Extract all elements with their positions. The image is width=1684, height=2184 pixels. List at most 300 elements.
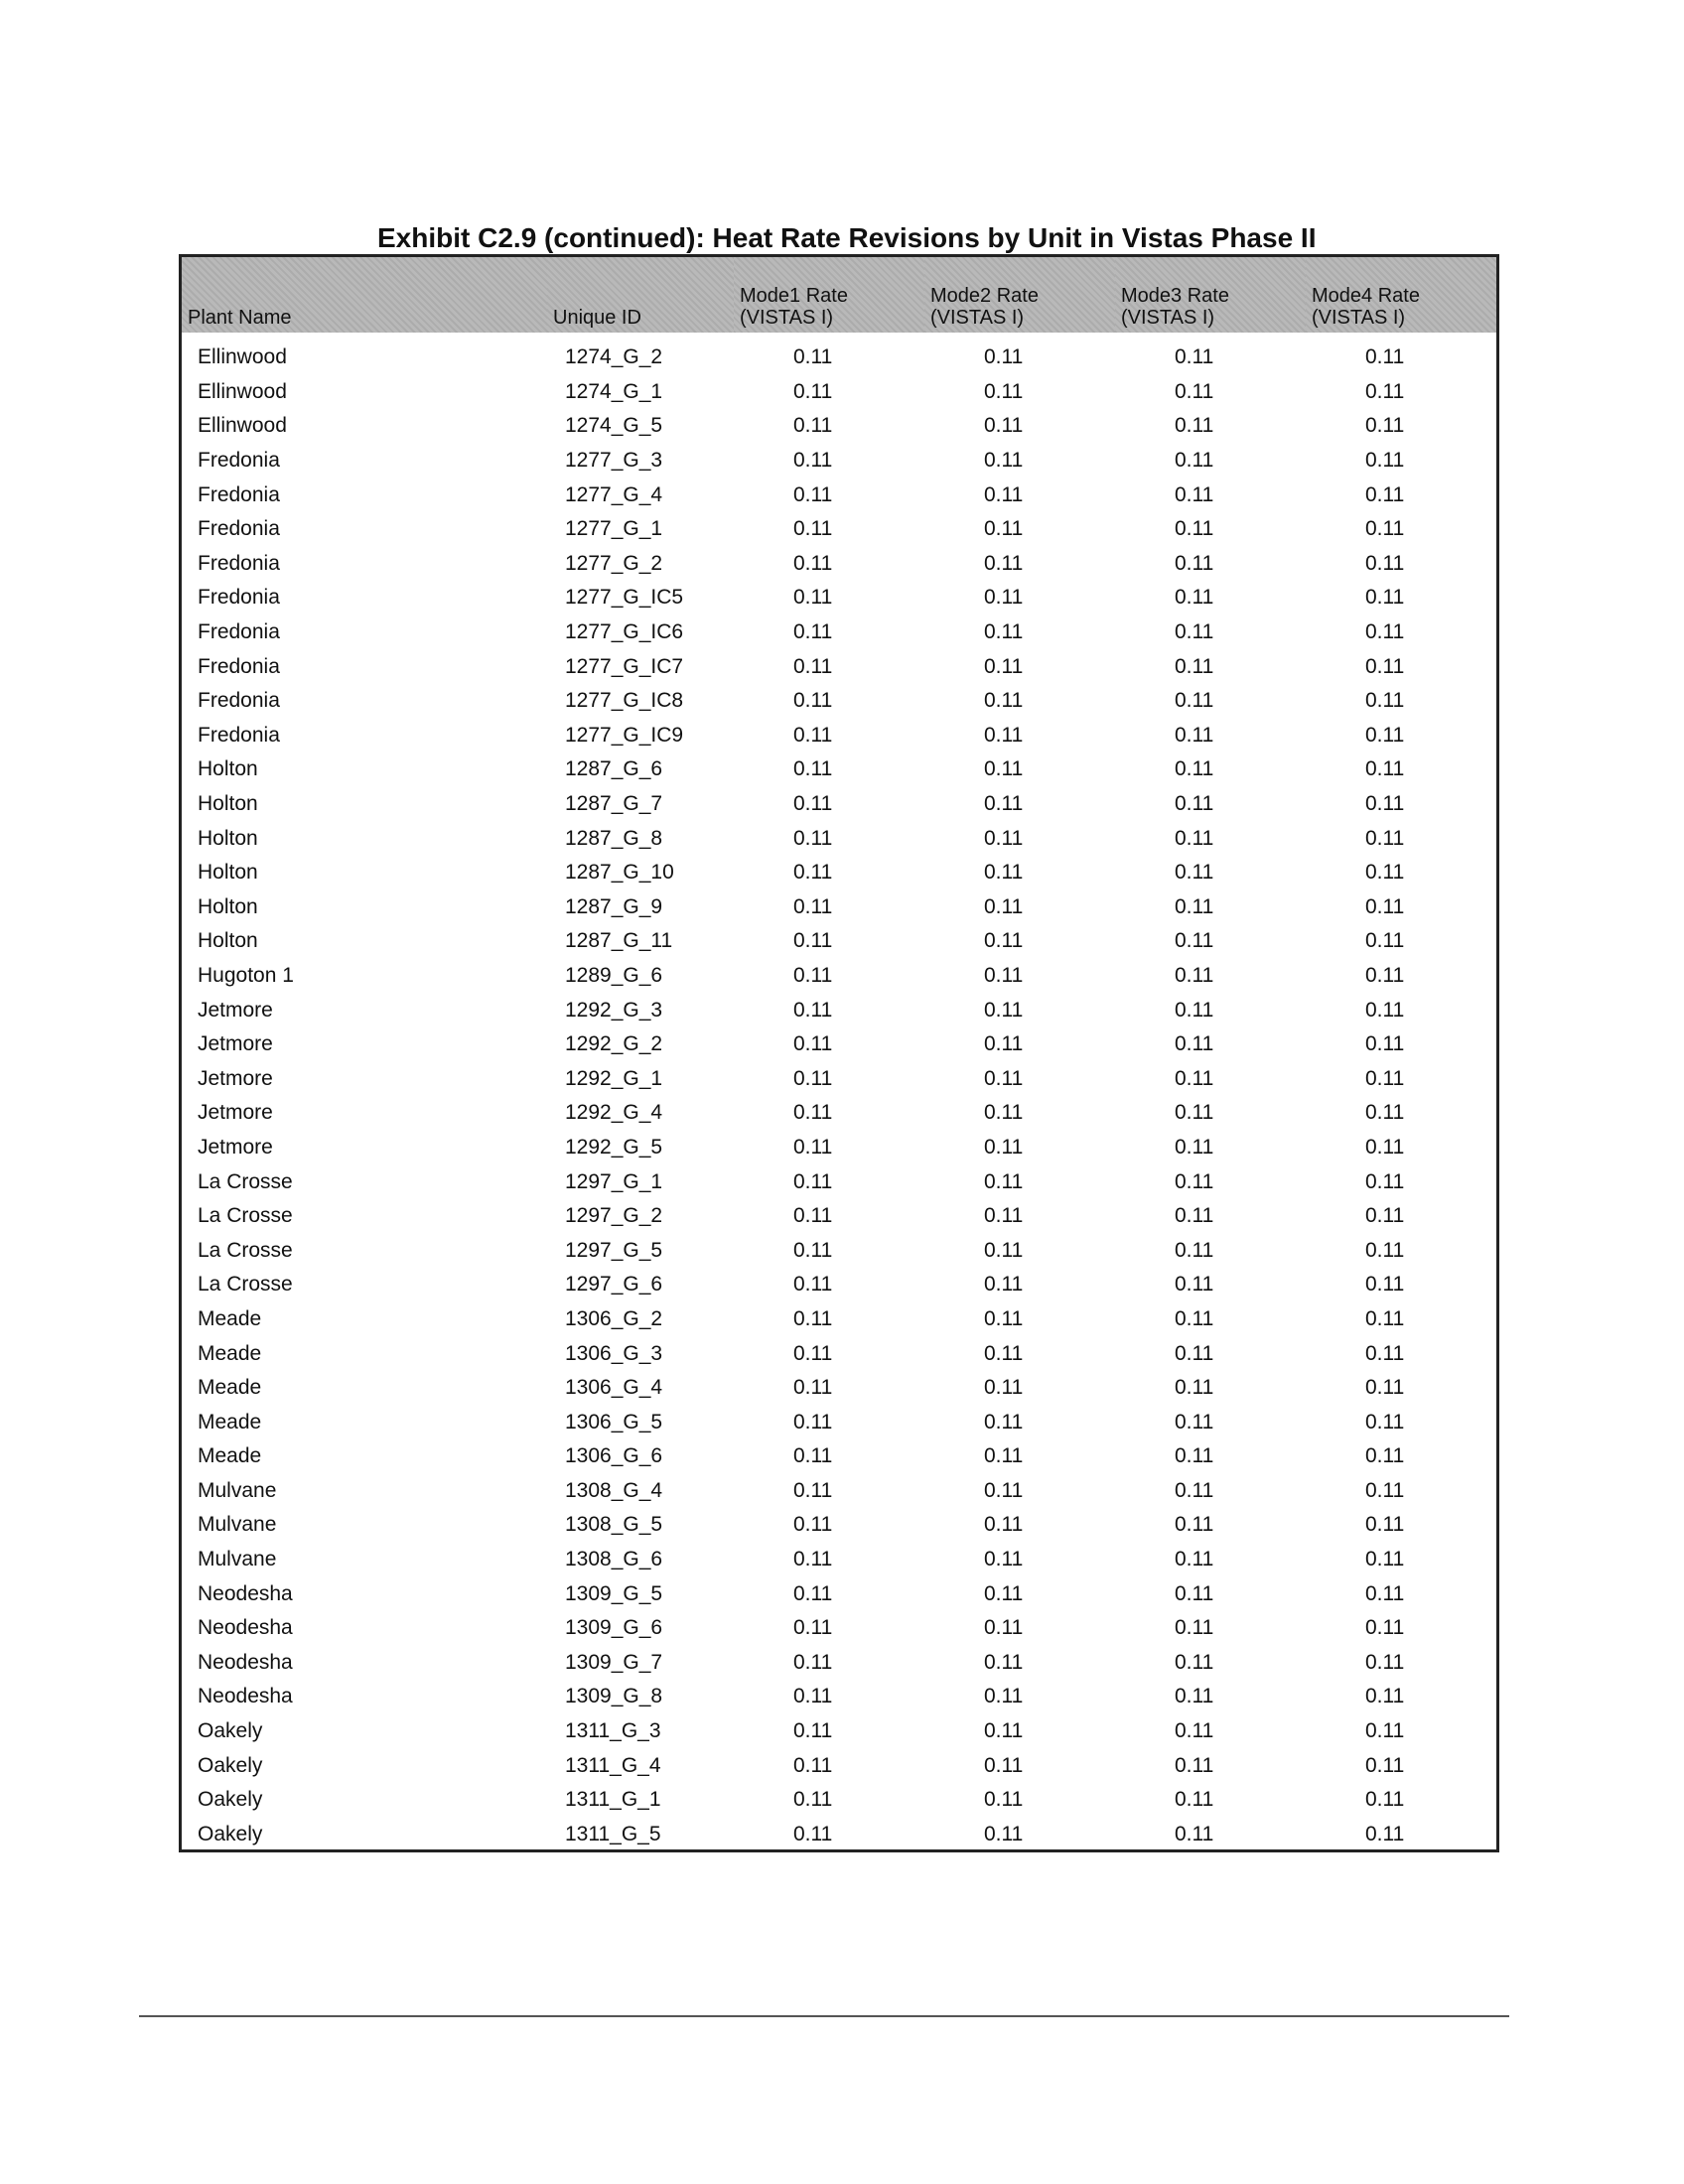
- cell-mode1-rate: 0.11: [793, 1513, 833, 1537]
- table-row: [182, 821, 1496, 856]
- cell-plant-name: Oakely: [198, 1788, 263, 1812]
- cell-plant-name: Holton: [198, 826, 258, 850]
- cell-mode4-rate: 0.11: [1365, 449, 1405, 473]
- cell-unique-id: 1292_G_2: [565, 1032, 663, 1056]
- cell-unique-id: 1308_G_4: [565, 1478, 663, 1502]
- cell-mode1-rate: 0.11: [793, 1032, 833, 1056]
- cell-mode4-rate: 0.11: [1365, 1135, 1405, 1159]
- cell-mode3-rate: 0.11: [1175, 1032, 1214, 1056]
- cell-unique-id: 1306_G_2: [565, 1306, 663, 1330]
- cell-mode1-rate: 0.11: [793, 1273, 833, 1297]
- cell-mode2-rate: 0.11: [984, 689, 1024, 713]
- cell-mode4-rate: 0.11: [1365, 689, 1405, 713]
- cell-mode1-rate: 0.11: [793, 1719, 833, 1743]
- cell-mode2-rate: 0.11: [984, 1581, 1024, 1605]
- table-row: [182, 1714, 1496, 1749]
- cell-plant-name: Fredonia: [198, 689, 280, 713]
- cell-mode2-rate: 0.11: [984, 1341, 1024, 1365]
- cell-plant-name: Jetmore: [198, 1066, 273, 1090]
- cell-unique-id: 1311_G_4: [565, 1753, 661, 1777]
- cell-mode3-rate: 0.11: [1175, 586, 1214, 610]
- cell-mode1-rate: 0.11: [793, 1376, 833, 1400]
- cell-mode1-rate: 0.11: [793, 1066, 833, 1090]
- cell-plant-name: La Crosse: [198, 1273, 293, 1297]
- cell-mode2-rate: 0.11: [984, 654, 1024, 678]
- cell-unique-id: 1287_G_7: [565, 792, 663, 816]
- cell-mode1-rate: 0.11: [793, 1101, 833, 1125]
- cell-plant-name: Holton: [198, 861, 258, 885]
- cell-mode3-rate: 0.11: [1175, 414, 1214, 438]
- table-row: [182, 333, 1496, 375]
- cell-mode2-rate: 0.11: [984, 1788, 1024, 1812]
- table-row: [182, 1680, 1496, 1714]
- header-mode2-rate: Mode2 Rate (VISTAS I): [924, 257, 1115, 333]
- cell-mode4-rate: 0.11: [1365, 1822, 1405, 1845]
- table-row: [182, 1474, 1496, 1509]
- cell-unique-id: 1306_G_6: [565, 1444, 663, 1468]
- cell-unique-id: 1277_G_IC6: [565, 620, 684, 644]
- cell-plant-name: Neodesha: [198, 1616, 293, 1640]
- cell-unique-id: 1308_G_5: [565, 1513, 663, 1537]
- cell-unique-id: 1292_G_3: [565, 998, 663, 1022]
- cell-mode4-rate: 0.11: [1365, 1616, 1405, 1640]
- cell-mode1-rate: 0.11: [793, 1650, 833, 1674]
- cell-mode4-rate: 0.11: [1365, 551, 1405, 575]
- cell-mode2-rate: 0.11: [984, 1066, 1024, 1090]
- table-row: [182, 1371, 1496, 1406]
- cell-mode3-rate: 0.11: [1175, 482, 1214, 506]
- cell-mode4-rate: 0.11: [1365, 620, 1405, 644]
- cell-mode3-rate: 0.11: [1175, 963, 1214, 987]
- cell-mode4-rate: 0.11: [1365, 414, 1405, 438]
- cell-mode3-rate: 0.11: [1175, 1204, 1214, 1228]
- cell-mode1-rate: 0.11: [793, 689, 833, 713]
- cell-unique-id: 1297_G_2: [565, 1204, 663, 1228]
- cell-unique-id: 1297_G_5: [565, 1238, 663, 1262]
- heat-rate-table: [182, 257, 1496, 1851]
- cell-mode4-rate: 0.11: [1365, 757, 1405, 781]
- cell-mode4-rate: 0.11: [1365, 1581, 1405, 1605]
- cell-unique-id: 1297_G_1: [565, 1169, 663, 1193]
- table-row: [182, 478, 1496, 512]
- cell-unique-id: 1292_G_4: [565, 1101, 663, 1125]
- cell-mode2-rate: 0.11: [984, 1513, 1024, 1537]
- cell-plant-name: Jetmore: [198, 1101, 273, 1125]
- cell-mode1-rate: 0.11: [793, 1341, 833, 1365]
- cell-mode3-rate: 0.11: [1175, 1410, 1214, 1433]
- table-row: [182, 375, 1496, 410]
- cell-plant-name: Fredonia: [198, 654, 280, 678]
- cell-mode4-rate: 0.11: [1365, 1513, 1405, 1537]
- cell-plant-name: Meade: [198, 1306, 262, 1330]
- cell-mode2-rate: 0.11: [984, 1101, 1024, 1125]
- cell-mode2-rate: 0.11: [984, 482, 1024, 506]
- cell-mode4-rate: 0.11: [1365, 654, 1405, 678]
- cell-mode4-rate: 0.11: [1365, 1273, 1405, 1297]
- table-row: [182, 409, 1496, 444]
- cell-mode4-rate: 0.11: [1365, 929, 1405, 953]
- cell-mode3-rate: 0.11: [1175, 757, 1214, 781]
- cell-mode4-rate: 0.11: [1365, 1788, 1405, 1812]
- cell-plant-name: Meade: [198, 1410, 262, 1433]
- cell-mode3-rate: 0.11: [1175, 826, 1214, 850]
- table-row: [182, 547, 1496, 582]
- cell-mode1-rate: 0.11: [793, 551, 833, 575]
- cell-mode2-rate: 0.11: [984, 1719, 1024, 1743]
- cell-plant-name: Fredonia: [198, 517, 280, 541]
- cell-mode3-rate: 0.11: [1175, 929, 1214, 953]
- cell-unique-id: 1274_G_5: [565, 414, 663, 438]
- cell-mode1-rate: 0.11: [793, 894, 833, 918]
- cell-unique-id: 1292_G_5: [565, 1135, 663, 1159]
- table-row: [182, 1027, 1496, 1062]
- cell-plant-name: Meade: [198, 1376, 262, 1400]
- cell-mode2-rate: 0.11: [984, 861, 1024, 885]
- cell-mode2-rate: 0.11: [984, 620, 1024, 644]
- cell-plant-name: Jetmore: [198, 1135, 273, 1159]
- cell-mode2-rate: 0.11: [984, 551, 1024, 575]
- cell-unique-id: 1309_G_7: [565, 1650, 663, 1674]
- table-row: [182, 649, 1496, 684]
- table-row: [182, 1061, 1496, 1096]
- cell-unique-id: 1274_G_2: [565, 345, 663, 369]
- cell-unique-id: 1306_G_4: [565, 1376, 663, 1400]
- cell-mode2-rate: 0.11: [984, 1444, 1024, 1468]
- cell-unique-id: 1277_G_IC9: [565, 723, 684, 747]
- cell-mode2-rate: 0.11: [984, 723, 1024, 747]
- cell-mode2-rate: 0.11: [984, 826, 1024, 850]
- cell-mode3-rate: 0.11: [1175, 345, 1214, 369]
- cell-unique-id: 1277_G_4: [565, 482, 663, 506]
- cell-mode4-rate: 0.11: [1365, 1169, 1405, 1193]
- cell-mode2-rate: 0.11: [984, 757, 1024, 781]
- cell-mode4-rate: 0.11: [1365, 1101, 1405, 1125]
- cell-mode3-rate: 0.11: [1175, 1101, 1214, 1125]
- table-row: [182, 1164, 1496, 1199]
- cell-plant-name: Jetmore: [198, 998, 273, 1022]
- cell-mode3-rate: 0.11: [1175, 654, 1214, 678]
- exhibit-title: Exhibit C2.9 (continued): Heat Rate Revisions by Unit in Vistas Phase II: [377, 222, 1317, 253]
- cell-mode3-rate: 0.11: [1175, 1616, 1214, 1640]
- cell-mode2-rate: 0.11: [984, 414, 1024, 438]
- cell-mode1-rate: 0.11: [793, 723, 833, 747]
- cell-mode4-rate: 0.11: [1365, 1032, 1405, 1056]
- cell-mode4-rate: 0.11: [1365, 894, 1405, 918]
- cell-mode4-rate: 0.11: [1365, 1719, 1405, 1743]
- cell-unique-id: 1277_G_1: [565, 517, 663, 541]
- table-row: [182, 1748, 1496, 1783]
- cell-mode2-rate: 0.11: [984, 963, 1024, 987]
- table-row: [182, 787, 1496, 822]
- cell-mode1-rate: 0.11: [793, 1753, 833, 1777]
- cell-mode2-rate: 0.11: [984, 1169, 1024, 1193]
- cell-unique-id: 1287_G_8: [565, 826, 663, 850]
- cell-unique-id: 1277_G_IC7: [565, 654, 684, 678]
- table-row: [182, 512, 1496, 547]
- cell-mode3-rate: 0.11: [1175, 1581, 1214, 1605]
- cell-mode3-rate: 0.11: [1175, 1341, 1214, 1365]
- heat-rate-table-frame: [179, 254, 1499, 1852]
- table-row: [182, 1543, 1496, 1577]
- cell-mode4-rate: 0.11: [1365, 586, 1405, 610]
- cell-mode4-rate: 0.11: [1365, 482, 1405, 506]
- cell-mode2-rate: 0.11: [984, 1822, 1024, 1845]
- cell-mode2-rate: 0.11: [984, 1376, 1024, 1400]
- cell-mode1-rate: 0.11: [793, 482, 833, 506]
- table-row: [182, 1783, 1496, 1818]
- cell-unique-id: 1309_G_5: [565, 1581, 663, 1605]
- cell-mode4-rate: 0.11: [1365, 1066, 1405, 1090]
- cell-mode1-rate: 0.11: [793, 1238, 833, 1262]
- cell-mode2-rate: 0.11: [984, 345, 1024, 369]
- cell-mode3-rate: 0.11: [1175, 1822, 1214, 1845]
- header-mode3-rate: Mode3 Rate (VISTAS I): [1115, 257, 1306, 333]
- cell-mode3-rate: 0.11: [1175, 1753, 1214, 1777]
- cell-mode4-rate: 0.11: [1365, 1753, 1405, 1777]
- cell-mode2-rate: 0.11: [984, 1204, 1024, 1228]
- table-row: [182, 719, 1496, 753]
- table-row: [182, 1439, 1496, 1474]
- cell-mode4-rate: 0.11: [1365, 1444, 1405, 1468]
- cell-mode1-rate: 0.11: [793, 1410, 833, 1433]
- cell-mode3-rate: 0.11: [1175, 449, 1214, 473]
- cell-mode2-rate: 0.11: [984, 586, 1024, 610]
- cell-mode1-rate: 0.11: [793, 1169, 833, 1193]
- cell-mode2-rate: 0.11: [984, 1135, 1024, 1159]
- header-mode4-rate: Mode4 Rate (VISTAS I): [1306, 257, 1496, 333]
- cell-mode3-rate: 0.11: [1175, 1135, 1214, 1159]
- cell-unique-id: 1297_G_6: [565, 1273, 663, 1297]
- cell-mode3-rate: 0.11: [1175, 861, 1214, 885]
- cell-mode2-rate: 0.11: [984, 1616, 1024, 1640]
- cell-plant-name: Mulvane: [198, 1513, 277, 1537]
- table-row: [182, 1611, 1496, 1646]
- cell-mode4-rate: 0.11: [1365, 963, 1405, 987]
- cell-mode3-rate: 0.11: [1175, 792, 1214, 816]
- cell-plant-name: La Crosse: [198, 1169, 293, 1193]
- cell-mode1-rate: 0.11: [793, 826, 833, 850]
- cell-mode3-rate: 0.11: [1175, 1169, 1214, 1193]
- cell-mode1-rate: 0.11: [793, 620, 833, 644]
- cell-mode1-rate: 0.11: [793, 757, 833, 781]
- cell-unique-id: 1311_G_1: [565, 1788, 661, 1812]
- cell-unique-id: 1309_G_6: [565, 1616, 663, 1640]
- cell-plant-name: Ellinwood: [198, 379, 287, 403]
- cell-mode1-rate: 0.11: [793, 345, 833, 369]
- cell-unique-id: 1287_G_11: [565, 929, 673, 953]
- table-row: [182, 890, 1496, 925]
- cell-mode4-rate: 0.11: [1365, 1341, 1405, 1365]
- cell-mode4-rate: 0.11: [1365, 345, 1405, 369]
- table-row: [182, 752, 1496, 787]
- cell-mode2-rate: 0.11: [984, 1478, 1024, 1502]
- cell-plant-name: La Crosse: [198, 1204, 293, 1228]
- table-row: [182, 1405, 1496, 1439]
- cell-mode2-rate: 0.11: [984, 1548, 1024, 1571]
- cell-mode3-rate: 0.11: [1175, 1376, 1214, 1400]
- header-row: [182, 257, 1496, 333]
- cell-plant-name: Mulvane: [198, 1548, 277, 1571]
- cell-mode2-rate: 0.11: [984, 379, 1024, 403]
- table-row: [182, 684, 1496, 719]
- cell-mode4-rate: 0.11: [1365, 826, 1405, 850]
- cell-mode3-rate: 0.11: [1175, 1306, 1214, 1330]
- cell-mode1-rate: 0.11: [793, 998, 833, 1022]
- cell-mode2-rate: 0.11: [984, 1238, 1024, 1262]
- cell-mode3-rate: 0.11: [1175, 1719, 1214, 1743]
- cell-mode1-rate: 0.11: [793, 1581, 833, 1605]
- cell-mode4-rate: 0.11: [1365, 998, 1405, 1022]
- cell-plant-name: Fredonia: [198, 449, 280, 473]
- cell-mode1-rate: 0.11: [793, 586, 833, 610]
- cell-mode1-rate: 0.11: [793, 792, 833, 816]
- cell-mode1-rate: 0.11: [793, 861, 833, 885]
- cell-unique-id: 1308_G_6: [565, 1548, 663, 1571]
- table-row: [182, 1096, 1496, 1131]
- cell-plant-name: Hugoton 1: [198, 963, 294, 987]
- cell-unique-id: 1292_G_1: [565, 1066, 663, 1090]
- cell-mode1-rate: 0.11: [793, 379, 833, 403]
- cell-unique-id: 1311_G_5: [565, 1822, 661, 1845]
- cell-mode2-rate: 0.11: [984, 792, 1024, 816]
- cell-unique-id: 1306_G_5: [565, 1410, 663, 1433]
- cell-mode2-rate: 0.11: [984, 1306, 1024, 1330]
- cell-mode1-rate: 0.11: [793, 1444, 833, 1468]
- cell-unique-id: 1274_G_1: [565, 379, 663, 403]
- cell-mode1-rate: 0.11: [793, 963, 833, 987]
- cell-plant-name: Fredonia: [198, 551, 280, 575]
- cell-mode1-rate: 0.11: [793, 1135, 833, 1159]
- table-row: [182, 1131, 1496, 1165]
- cell-mode3-rate: 0.11: [1175, 689, 1214, 713]
- table-row: [182, 444, 1496, 478]
- table-row: [182, 1818, 1496, 1852]
- cell-plant-name: Holton: [198, 792, 258, 816]
- cell-mode3-rate: 0.11: [1175, 1444, 1214, 1468]
- table-body: [182, 333, 1496, 1851]
- table-row: [182, 1199, 1496, 1234]
- cell-unique-id: 1277_G_2: [565, 551, 663, 575]
- cell-mode1-rate: 0.11: [793, 1478, 833, 1502]
- cell-mode3-rate: 0.11: [1175, 998, 1214, 1022]
- cell-unique-id: 1287_G_10: [565, 861, 674, 885]
- cell-mode1-rate: 0.11: [793, 1822, 833, 1845]
- cell-plant-name: Meade: [198, 1444, 262, 1468]
- cell-unique-id: 1287_G_9: [565, 894, 663, 918]
- cell-mode3-rate: 0.11: [1175, 1478, 1214, 1502]
- cell-unique-id: 1289_G_6: [565, 963, 663, 987]
- cell-unique-id: 1306_G_3: [565, 1341, 663, 1365]
- table-row: [182, 1268, 1496, 1302]
- cell-mode1-rate: 0.11: [793, 1616, 833, 1640]
- cell-mode1-rate: 0.11: [793, 929, 833, 953]
- cell-unique-id: 1311_G_3: [565, 1719, 661, 1743]
- cell-mode4-rate: 0.11: [1365, 1376, 1405, 1400]
- table-row: [182, 924, 1496, 959]
- table-row: [182, 1646, 1496, 1681]
- cell-mode3-rate: 0.11: [1175, 620, 1214, 644]
- cell-mode1-rate: 0.11: [793, 1788, 833, 1812]
- table-row: [182, 1336, 1496, 1371]
- cell-plant-name: Jetmore: [198, 1032, 273, 1056]
- cell-mode4-rate: 0.11: [1365, 1306, 1405, 1330]
- cell-mode4-rate: 0.11: [1365, 1478, 1405, 1502]
- cell-mode3-rate: 0.11: [1175, 1513, 1214, 1537]
- cell-mode3-rate: 0.11: [1175, 1788, 1214, 1812]
- cell-mode2-rate: 0.11: [984, 998, 1024, 1022]
- cell-plant-name: Oakely: [198, 1753, 263, 1777]
- header-mode1-rate: Mode1 Rate (VISTAS I): [734, 257, 924, 333]
- cell-plant-name: Fredonia: [198, 586, 280, 610]
- cell-mode4-rate: 0.11: [1365, 1238, 1405, 1262]
- cell-plant-name: Oakely: [198, 1822, 263, 1845]
- cell-mode3-rate: 0.11: [1175, 1238, 1214, 1262]
- header-unique-id: Unique ID: [547, 257, 734, 333]
- cell-mode2-rate: 0.11: [984, 1273, 1024, 1297]
- table-row: [182, 1508, 1496, 1543]
- cell-mode4-rate: 0.11: [1365, 792, 1405, 816]
- cell-mode3-rate: 0.11: [1175, 723, 1214, 747]
- cell-mode2-rate: 0.11: [984, 1032, 1024, 1056]
- cell-plant-name: Fredonia: [198, 482, 280, 506]
- cell-mode2-rate: 0.11: [984, 1685, 1024, 1708]
- cell-mode2-rate: 0.11: [984, 929, 1024, 953]
- cell-mode4-rate: 0.11: [1365, 1650, 1405, 1674]
- cell-plant-name: Fredonia: [198, 620, 280, 644]
- cell-mode4-rate: 0.11: [1365, 723, 1405, 747]
- cell-mode1-rate: 0.11: [793, 449, 833, 473]
- cell-mode3-rate: 0.11: [1175, 379, 1214, 403]
- cell-unique-id: 1277_G_IC5: [565, 586, 684, 610]
- header-plant-name: Plant Name: [182, 257, 547, 333]
- cell-mode4-rate: 0.11: [1365, 1410, 1405, 1433]
- cell-mode2-rate: 0.11: [984, 449, 1024, 473]
- table-row: [182, 993, 1496, 1027]
- cell-unique-id: 1277_G_3: [565, 449, 663, 473]
- cell-mode1-rate: 0.11: [793, 414, 833, 438]
- cell-mode3-rate: 0.11: [1175, 1548, 1214, 1571]
- cell-mode1-rate: 0.11: [793, 517, 833, 541]
- cell-mode4-rate: 0.11: [1365, 379, 1405, 403]
- cell-mode2-rate: 0.11: [984, 1410, 1024, 1433]
- cell-mode4-rate: 0.11: [1365, 517, 1405, 541]
- cell-unique-id: 1309_G_8: [565, 1685, 663, 1708]
- cell-plant-name: Holton: [198, 757, 258, 781]
- cell-plant-name: La Crosse: [198, 1238, 293, 1262]
- table-row: [182, 615, 1496, 650]
- cell-plant-name: Neodesha: [198, 1650, 293, 1674]
- cell-mode2-rate: 0.11: [984, 1753, 1024, 1777]
- cell-plant-name: Ellinwood: [198, 414, 287, 438]
- cell-mode3-rate: 0.11: [1175, 894, 1214, 918]
- cell-mode1-rate: 0.11: [793, 1685, 833, 1708]
- cell-plant-name: Neodesha: [198, 1685, 293, 1708]
- table-row: [182, 1233, 1496, 1268]
- table-row: [182, 1576, 1496, 1611]
- footer-divider: [139, 2015, 1509, 2017]
- cell-mode1-rate: 0.11: [793, 1548, 833, 1571]
- cell-mode3-rate: 0.11: [1175, 1066, 1214, 1090]
- cell-plant-name: Ellinwood: [198, 345, 287, 369]
- cell-plant-name: Fredonia: [198, 723, 280, 747]
- cell-plant-name: Oakely: [198, 1719, 263, 1743]
- cell-mode1-rate: 0.11: [793, 654, 833, 678]
- cell-plant-name: Mulvane: [198, 1478, 277, 1502]
- cell-plant-name: Holton: [198, 894, 258, 918]
- cell-mode4-rate: 0.11: [1365, 1204, 1405, 1228]
- table-row: [182, 1302, 1496, 1337]
- cell-mode2-rate: 0.11: [984, 517, 1024, 541]
